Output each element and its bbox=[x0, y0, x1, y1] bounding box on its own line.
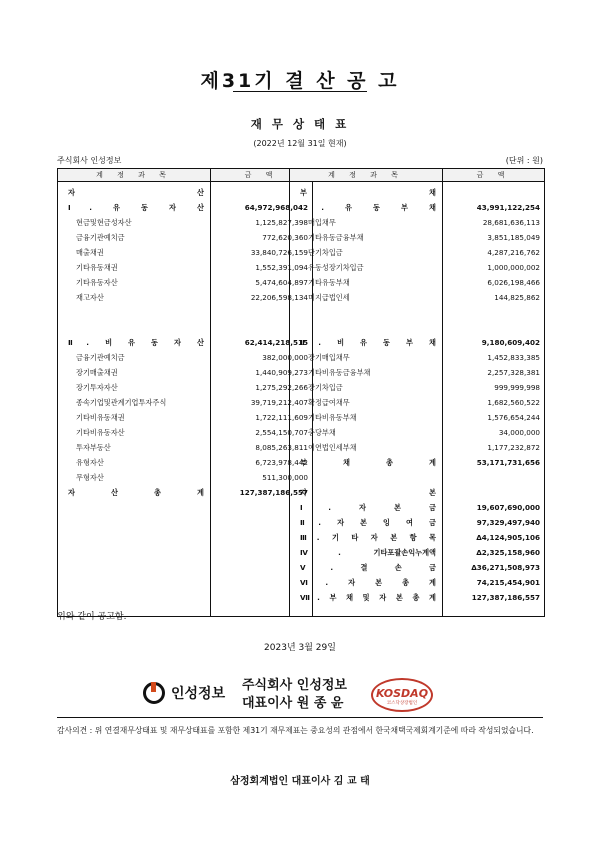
account-amount: 33,840,726,159 bbox=[250, 248, 308, 257]
logo-mark-icon bbox=[143, 682, 165, 704]
account-amount: 34,000,000 bbox=[498, 428, 540, 437]
account-amount: 5,474,604,897 bbox=[255, 278, 308, 287]
account-amount: Δ36,271,508,973 bbox=[471, 563, 540, 572]
column-header-item: 계 정 과 목 bbox=[58, 169, 211, 181]
account-label: Ⅰ. 유 동 자 산 bbox=[68, 203, 204, 212]
account-amount: 999,999,998 bbox=[494, 383, 540, 392]
account-amount: 74,215,454,901 bbox=[476, 578, 540, 587]
account-amount: 2,257,328,381 bbox=[487, 368, 540, 377]
table-row bbox=[58, 380, 312, 395]
account-label: 재고자산 bbox=[76, 293, 104, 302]
account-label: 기타비유동자산 bbox=[76, 428, 125, 437]
table-row bbox=[290, 575, 544, 590]
table-row bbox=[290, 530, 544, 545]
account-label: 단기차입금 bbox=[308, 248, 343, 257]
account-amount: 19,607,690,000 bbox=[476, 503, 540, 512]
table-row bbox=[58, 335, 312, 350]
account-label: 기타유동금융부채 bbox=[308, 233, 364, 242]
account-amount: 1,000,000,002 bbox=[487, 263, 540, 272]
signature-block bbox=[242, 677, 347, 713]
account-amount: 1,125,827,398 bbox=[255, 218, 308, 227]
table-row bbox=[58, 260, 312, 275]
account-label: 장기매입채무 bbox=[308, 353, 350, 362]
account-label: Ⅶ. 부 채 및 자 본 총 계 bbox=[300, 593, 436, 602]
signer-company: 주식회사 인성정보 bbox=[242, 678, 347, 693]
kosdaq-seal-text: KOSDAQ bbox=[375, 687, 429, 700]
statement-title: 재 무 상 태 표 bbox=[250, 117, 350, 131]
table-row bbox=[290, 245, 544, 260]
account-label: 부 채 총 계 bbox=[300, 458, 436, 467]
table-row bbox=[290, 350, 544, 365]
table-row bbox=[58, 485, 312, 500]
account-amount: 39,719,212,407 bbox=[250, 398, 308, 407]
account-label: 유형자산 bbox=[76, 458, 104, 467]
logo-text: 인성정보 bbox=[171, 686, 226, 702]
table-row bbox=[290, 260, 544, 275]
table-header bbox=[58, 169, 312, 182]
account-label: 장기매출채권 bbox=[76, 368, 118, 377]
account-label: Ⅱ. 비 유 동 자 산 bbox=[68, 338, 204, 347]
account-amount: Δ4,124,905,106 bbox=[476, 533, 540, 542]
account-label: 기타비유동금융부채 bbox=[308, 368, 371, 377]
assets-table bbox=[57, 168, 313, 617]
account-amount: 22,206,598,134 bbox=[250, 293, 308, 302]
table-row bbox=[290, 275, 544, 290]
liabilities-equity-body bbox=[290, 182, 544, 616]
account-amount: 3,851,185,049 bbox=[487, 233, 540, 242]
table-row bbox=[58, 425, 312, 440]
account-amount: 8,085,263,811 bbox=[255, 443, 308, 452]
account-label: 무형자산 bbox=[76, 473, 104, 482]
account-amount: 382,000,000 bbox=[262, 353, 308, 362]
account-amount: 9,180,609,402 bbox=[481, 338, 540, 347]
account-label: 충당부채 bbox=[308, 428, 336, 437]
account-label: 이연법인세부채 bbox=[308, 443, 357, 452]
account-label: 기타유동부채 bbox=[308, 278, 350, 287]
account-label: 종속기업및관계기업투자주식 bbox=[76, 398, 167, 407]
company-name: 주식회사 인성정보 bbox=[57, 156, 122, 165]
company-logo bbox=[143, 681, 233, 705]
account-label: 현금및현금성자산 bbox=[76, 218, 132, 227]
account-label: 기타비유동채권 bbox=[76, 413, 125, 422]
account-amount: 144,825,862 bbox=[494, 293, 540, 302]
account-label: 금융기관예치금 bbox=[76, 233, 125, 242]
account-amount: 1,576,654,244 bbox=[487, 413, 540, 422]
column-header-item: 계 정 과 목 bbox=[290, 169, 443, 181]
account-amount: 2,554,150,707 bbox=[255, 428, 308, 437]
account-label: 기타유동자산 bbox=[76, 278, 118, 287]
account-amount: 1,275,292,266 bbox=[255, 383, 308, 392]
account-label: 장기차입금 bbox=[308, 383, 343, 392]
account-label: Ⅰ. 유 동 부 채 bbox=[300, 203, 436, 212]
table-row bbox=[290, 200, 544, 215]
account-label: 매출채권 bbox=[76, 248, 104, 257]
table-row bbox=[290, 185, 544, 200]
account-label: 기타유동채권 bbox=[76, 263, 118, 272]
table-row bbox=[290, 380, 544, 395]
account-amount: 127,387,186,557 bbox=[471, 593, 540, 602]
table-header bbox=[290, 169, 544, 182]
table-row bbox=[58, 455, 312, 470]
account-label: 기타비유동부채 bbox=[308, 413, 357, 422]
audit-opinion: 감사의견 : 위 연결재무상태표 및 재무상태표를 포함한 제31기 재무제표는 중요성의 관점에서 한국채택국제회계기준에 따라 작성되었습니다. bbox=[57, 726, 534, 735]
account-label: Ⅱ. 자 본 잉 여 금 bbox=[300, 518, 436, 527]
account-label: Ⅱ. 비 유 동 부 채 bbox=[300, 338, 436, 347]
account-label: 자 산 총 계 bbox=[68, 488, 204, 497]
column-header-amount: 금 액 bbox=[244, 171, 279, 179]
table-row bbox=[290, 455, 544, 470]
account-label: Ⅵ. 자 본 총 계 bbox=[300, 578, 436, 587]
account-amount: 511,300,000 bbox=[262, 473, 308, 482]
table-row bbox=[290, 230, 544, 245]
account-label: 매입채무 bbox=[308, 218, 336, 227]
table-row bbox=[290, 545, 544, 560]
table-row bbox=[290, 290, 544, 305]
table-row bbox=[58, 230, 312, 245]
signer-ceo: 대표이사 원 종 윤 bbox=[242, 696, 344, 711]
unit-label: (단위 : 원) bbox=[505, 156, 543, 165]
table-row bbox=[58, 350, 312, 365]
account-amount: 1,552,391,094 bbox=[255, 263, 308, 272]
account-amount: 97,329,497,940 bbox=[476, 518, 540, 527]
notice-text: 위와 같이 공고함. bbox=[57, 612, 127, 622]
table-row bbox=[290, 590, 544, 605]
account-label: Ⅲ. 기 타 자 본 항 목 bbox=[300, 533, 436, 542]
statement-date: (2022년 12월 31일 현재) bbox=[253, 139, 347, 148]
table-row bbox=[290, 425, 544, 440]
table-row bbox=[58, 470, 312, 485]
table-row bbox=[58, 200, 312, 215]
account-amount: 64,972,968,042 bbox=[244, 203, 308, 212]
account-label: 유동성장기차입금 bbox=[308, 263, 364, 272]
kosdaq-seal bbox=[371, 678, 433, 712]
table-row bbox=[58, 185, 312, 200]
account-amount: 127,387,186,557 bbox=[239, 488, 308, 497]
account-amount: Δ2,325,158,960 bbox=[476, 548, 540, 557]
table-row bbox=[290, 365, 544, 380]
account-amount bbox=[442, 185, 544, 200]
account-label: 투자부동산 bbox=[76, 443, 111, 452]
table-row bbox=[290, 410, 544, 425]
auditor-signature: 삼정회계법인 대표이사 김 교 태 bbox=[230, 776, 370, 787]
account-label: 자 본 bbox=[300, 488, 436, 497]
account-amount: 6,723,978,442 bbox=[255, 458, 308, 467]
table-row bbox=[290, 215, 544, 230]
account-label: 자 산 bbox=[68, 188, 204, 197]
table-row bbox=[290, 335, 544, 350]
account-amount: 1,177,232,872 bbox=[487, 443, 540, 452]
table-row bbox=[58, 410, 312, 425]
account-amount: 1,440,909,273 bbox=[255, 368, 308, 377]
account-amount: 4,287,216,762 bbox=[487, 248, 540, 257]
account-label: 장기투자자산 bbox=[76, 383, 118, 392]
account-amount: 1,722,111,609 bbox=[255, 413, 308, 422]
column-header-amount: 금 액 bbox=[476, 171, 511, 179]
account-amount: 53,171,731,656 bbox=[476, 458, 540, 467]
table-row bbox=[290, 560, 544, 575]
account-label: Ⅳ. 기타포괄손익누계액 bbox=[300, 548, 436, 557]
account-amount: 62,414,218,515 bbox=[244, 338, 308, 347]
account-label: Ⅰ. 자 본 금 bbox=[300, 503, 436, 512]
account-amount: 772,620,360 bbox=[262, 233, 308, 242]
table-row bbox=[290, 440, 544, 455]
table-row bbox=[58, 440, 312, 455]
account-amount bbox=[442, 485, 544, 500]
footer-divider bbox=[57, 717, 543, 718]
account-label: 금융기관예치금 bbox=[76, 353, 125, 362]
table-row bbox=[58, 395, 312, 410]
assets-body bbox=[58, 182, 312, 616]
publication-date: 2023년 3월 29일 bbox=[264, 643, 336, 653]
account-label: 미지급법인세 bbox=[308, 293, 350, 302]
table-row bbox=[58, 275, 312, 290]
account-amount: 28,681,636,113 bbox=[482, 218, 540, 227]
account-label: 부 채 bbox=[300, 188, 436, 197]
page-title: 제31기 결 산 공 고 bbox=[200, 70, 400, 92]
table-row bbox=[290, 485, 544, 500]
account-amount: 1,452,833,385 bbox=[487, 353, 540, 362]
table-row bbox=[58, 245, 312, 260]
table-row bbox=[58, 365, 312, 380]
account-amount: 43,991,122,254 bbox=[476, 203, 540, 212]
title-underline bbox=[233, 91, 367, 92]
table-row bbox=[290, 395, 544, 410]
table-row bbox=[290, 515, 544, 530]
account-amount: 6,026,198,466 bbox=[487, 278, 540, 287]
kosdaq-seal-subtext: 코스닥상장법인 bbox=[386, 701, 418, 706]
account-amount: 1,682,560,522 bbox=[487, 398, 540, 407]
account-label: Ⅴ. 결 손 금 bbox=[300, 563, 436, 572]
table-row bbox=[290, 500, 544, 515]
liabilities-equity-table bbox=[289, 168, 545, 617]
table-row bbox=[58, 290, 312, 305]
table-row bbox=[58, 215, 312, 230]
account-label: 확정급여채무 bbox=[308, 398, 350, 407]
